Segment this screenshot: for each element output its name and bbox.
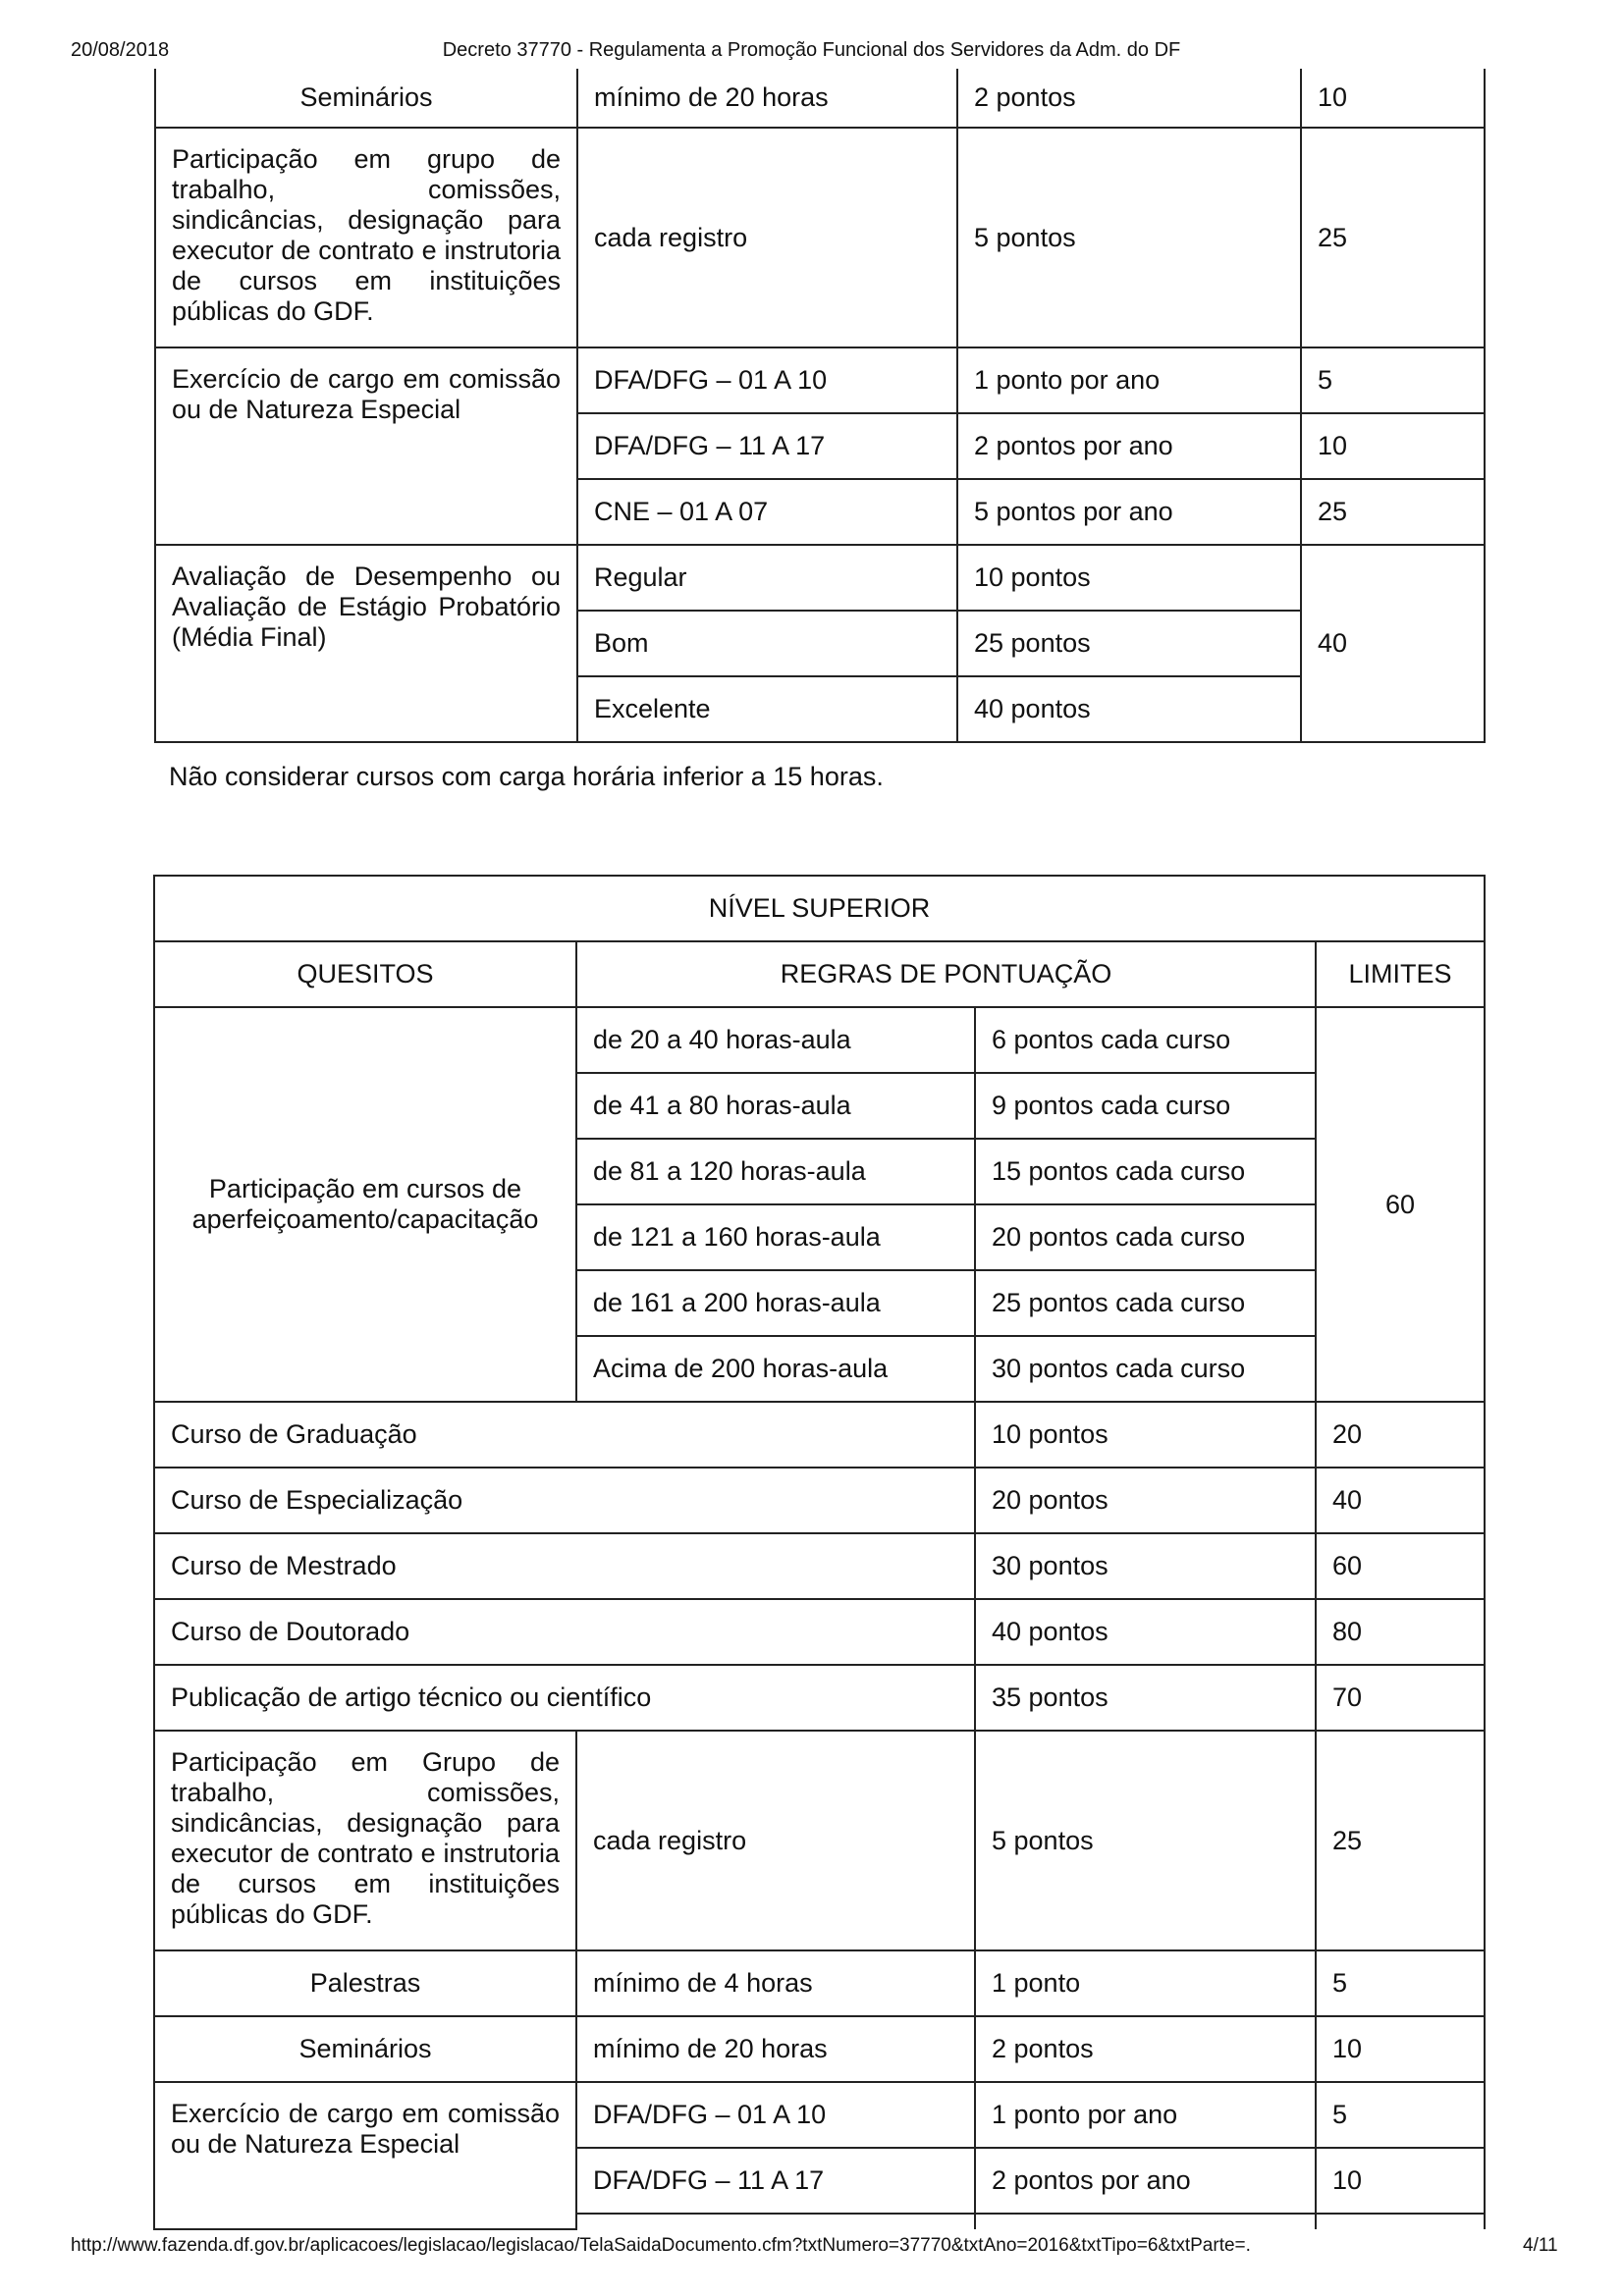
regra-cell: CNE – 01 A 07 [577,479,957,545]
quesito-cell: Curso de Especialização [154,1468,975,1533]
quesito-cell: Curso de Graduação [154,1402,975,1468]
limite-cell: 25 [1301,479,1485,545]
table-row [155,69,1485,128]
nivel-superior-table [153,875,1486,2230]
header-regras: REGRAS DE PONTUAÇÃO [576,941,1316,1007]
table-row [155,128,1485,347]
page-number: 4/11 [1523,2235,1558,2256]
quesito-cell: Publicação de artigo técnico ou científico [154,1665,975,1731]
table-row [155,545,1485,611]
regra-cell: DFA/DFG – 11 A 17 [576,2148,975,2214]
quesito-cell: Participação em cursos de aperfeiçoamento/capacitação [154,1007,576,1402]
source-url: http://www.fazenda.df.gov.br/aplicacoes/legislacao/legislacao/TelaSaidaDocumento.cfm?txtNumero=37770&txtAno=2016&txtTipo=6&txtParte=. [71,2235,1251,2256]
regra-cell: mínimo de 20 horas [577,69,957,128]
table-title-row [154,876,1485,941]
regra-cell: cada registro [577,128,957,347]
table-title: NÍVEL SUPERIOR [154,876,1485,941]
pontos-cell: 30 pontos cada curso [975,1336,1316,1402]
limite-cell: 25 [1301,128,1485,347]
regra-cell: Regular [577,545,957,611]
pontos-cell [975,2214,1316,2229]
pontos-cell: 2 pontos [975,2016,1316,2082]
table-row [154,1599,1485,1665]
pontos-cell: 10 pontos [957,545,1301,611]
quesito-cell: Participação em Grupo de trabalho, comissões, sindicâncias, designação para executor de contrato e instrutoria de cursos em instituições públicas do GDF. [154,1731,576,1950]
limite-cell: 60 [1316,1533,1485,1599]
limite-cell: 10 [1316,2148,1485,2214]
table-row [154,1402,1485,1468]
pontos-cell: 9 pontos cada curso [975,1073,1316,1139]
pontos-cell: 20 pontos cada curso [975,1204,1316,1270]
score-table-continued [154,69,1486,743]
limite-cell: 5 [1301,347,1485,413]
quesito-cell: Exercício de cargo em comissão ou de Natureza Especial [154,2082,576,2229]
quesito-cell: Curso de Mestrado [154,1533,975,1599]
pontos-cell: 30 pontos [975,1533,1316,1599]
regra-cell: de 161 a 200 horas-aula [576,1270,975,1336]
course-hours-note: Não considerar cursos com carga horária inferior a 15 horas. [169,762,884,791]
quesito-cell: Avaliação de Desempenho ou Avaliação de Estágio Probatório (Média Final) [155,545,577,742]
quesito-cell: Participação em grupo de trabalho, comissões, sindicâncias, designação para executor de contrato e instrutoria de cursos em instituições públicas do GDF. [155,128,577,347]
limite-cell: 5 [1316,2082,1485,2148]
pontos-cell: 15 pontos cada curso [975,1139,1316,1204]
pontos-cell: 25 pontos [957,611,1301,676]
quesito-cell: Curso de Doutorado [154,1599,975,1665]
regra-cell: Excelente [577,676,957,742]
table-row [154,1533,1485,1599]
table-row [154,2016,1485,2082]
table-row [155,347,1485,413]
pontos-cell: 25 pontos cada curso [975,1270,1316,1336]
limite-cell: 10 [1301,69,1485,128]
limite-cell: 80 [1316,1599,1485,1665]
regra-cell: DFA/DFG – 01 A 10 [577,347,957,413]
limite-cell: 40 [1301,545,1485,742]
pontos-cell: 2 pontos por ano [975,2148,1316,2214]
limite-cell: 10 [1301,413,1485,479]
limite-cell: 5 [1316,1950,1485,2016]
quesito-cell: Palestras [154,1950,576,2016]
pontos-cell: 20 pontos [975,1468,1316,1533]
pontos-cell: 1 ponto por ano [975,2082,1316,2148]
quesito-cell: Seminários [155,69,577,128]
pontos-cell: 35 pontos [975,1665,1316,1731]
document-title: Decreto 37770 - Regulamenta a Promoção Funcional dos Servidores da Adm. do DF [442,39,1181,61]
pontos-cell: 5 pontos [975,1731,1316,1950]
table-row [154,1007,1485,1073]
pontos-cell: 2 pontos [957,69,1301,128]
regra-cell: DFA/DFG – 11 A 17 [577,413,957,479]
header-quesitos: QUESITOS [154,941,576,1007]
limite-cell: 20 [1316,1402,1485,1468]
limite-cell: 70 [1316,1665,1485,1731]
table-row [154,1950,1485,2016]
regra-cell: de 20 a 40 horas-aula [576,1007,975,1073]
regra-cell: cada registro [576,1731,975,1950]
regra-cell: mínimo de 4 horas [576,1950,975,2016]
table-row [154,1665,1485,1731]
table-header-row [154,941,1485,1007]
pontos-cell: 40 pontos [975,1599,1316,1665]
quesito-cell: Seminários [154,2016,576,2082]
regra-cell: de 121 a 160 horas-aula [576,1204,975,1270]
pontos-cell: 5 pontos [957,128,1301,347]
pontos-cell: 2 pontos por ano [957,413,1301,479]
pontos-cell: 1 ponto [975,1950,1316,2016]
pontos-cell: 10 pontos [975,1402,1316,1468]
quesito-cell: Exercício de cargo em comissão ou de Natureza Especial [155,347,577,545]
header-limites: LIMITES [1316,941,1485,1007]
pontos-cell: 5 pontos por ano [957,479,1301,545]
table-row [154,1731,1485,1950]
regra-cell: de 41 a 80 horas-aula [576,1073,975,1139]
pontos-cell: 1 ponto por ano [957,347,1301,413]
limite-cell: 10 [1316,2016,1485,2082]
pontos-cell: 40 pontos [957,676,1301,742]
table-row [154,2082,1485,2148]
limite-cell [1316,2214,1485,2229]
table-row [154,1468,1485,1533]
pontos-cell: 6 pontos cada curso [975,1007,1316,1073]
limite-cell: 60 [1316,1007,1485,1402]
limite-cell: 25 [1316,1731,1485,1950]
print-date: 20/08/2018 [71,39,170,61]
limite-cell: 40 [1316,1468,1485,1533]
regra-cell [576,2214,975,2229]
regra-cell: DFA/DFG – 01 A 10 [576,2082,975,2148]
regra-cell: de 81 a 120 horas-aula [576,1139,975,1204]
regra-cell: Bom [577,611,957,676]
regra-cell: Acima de 200 horas-aula [576,1336,975,1402]
regra-cell: mínimo de 20 horas [576,2016,975,2082]
